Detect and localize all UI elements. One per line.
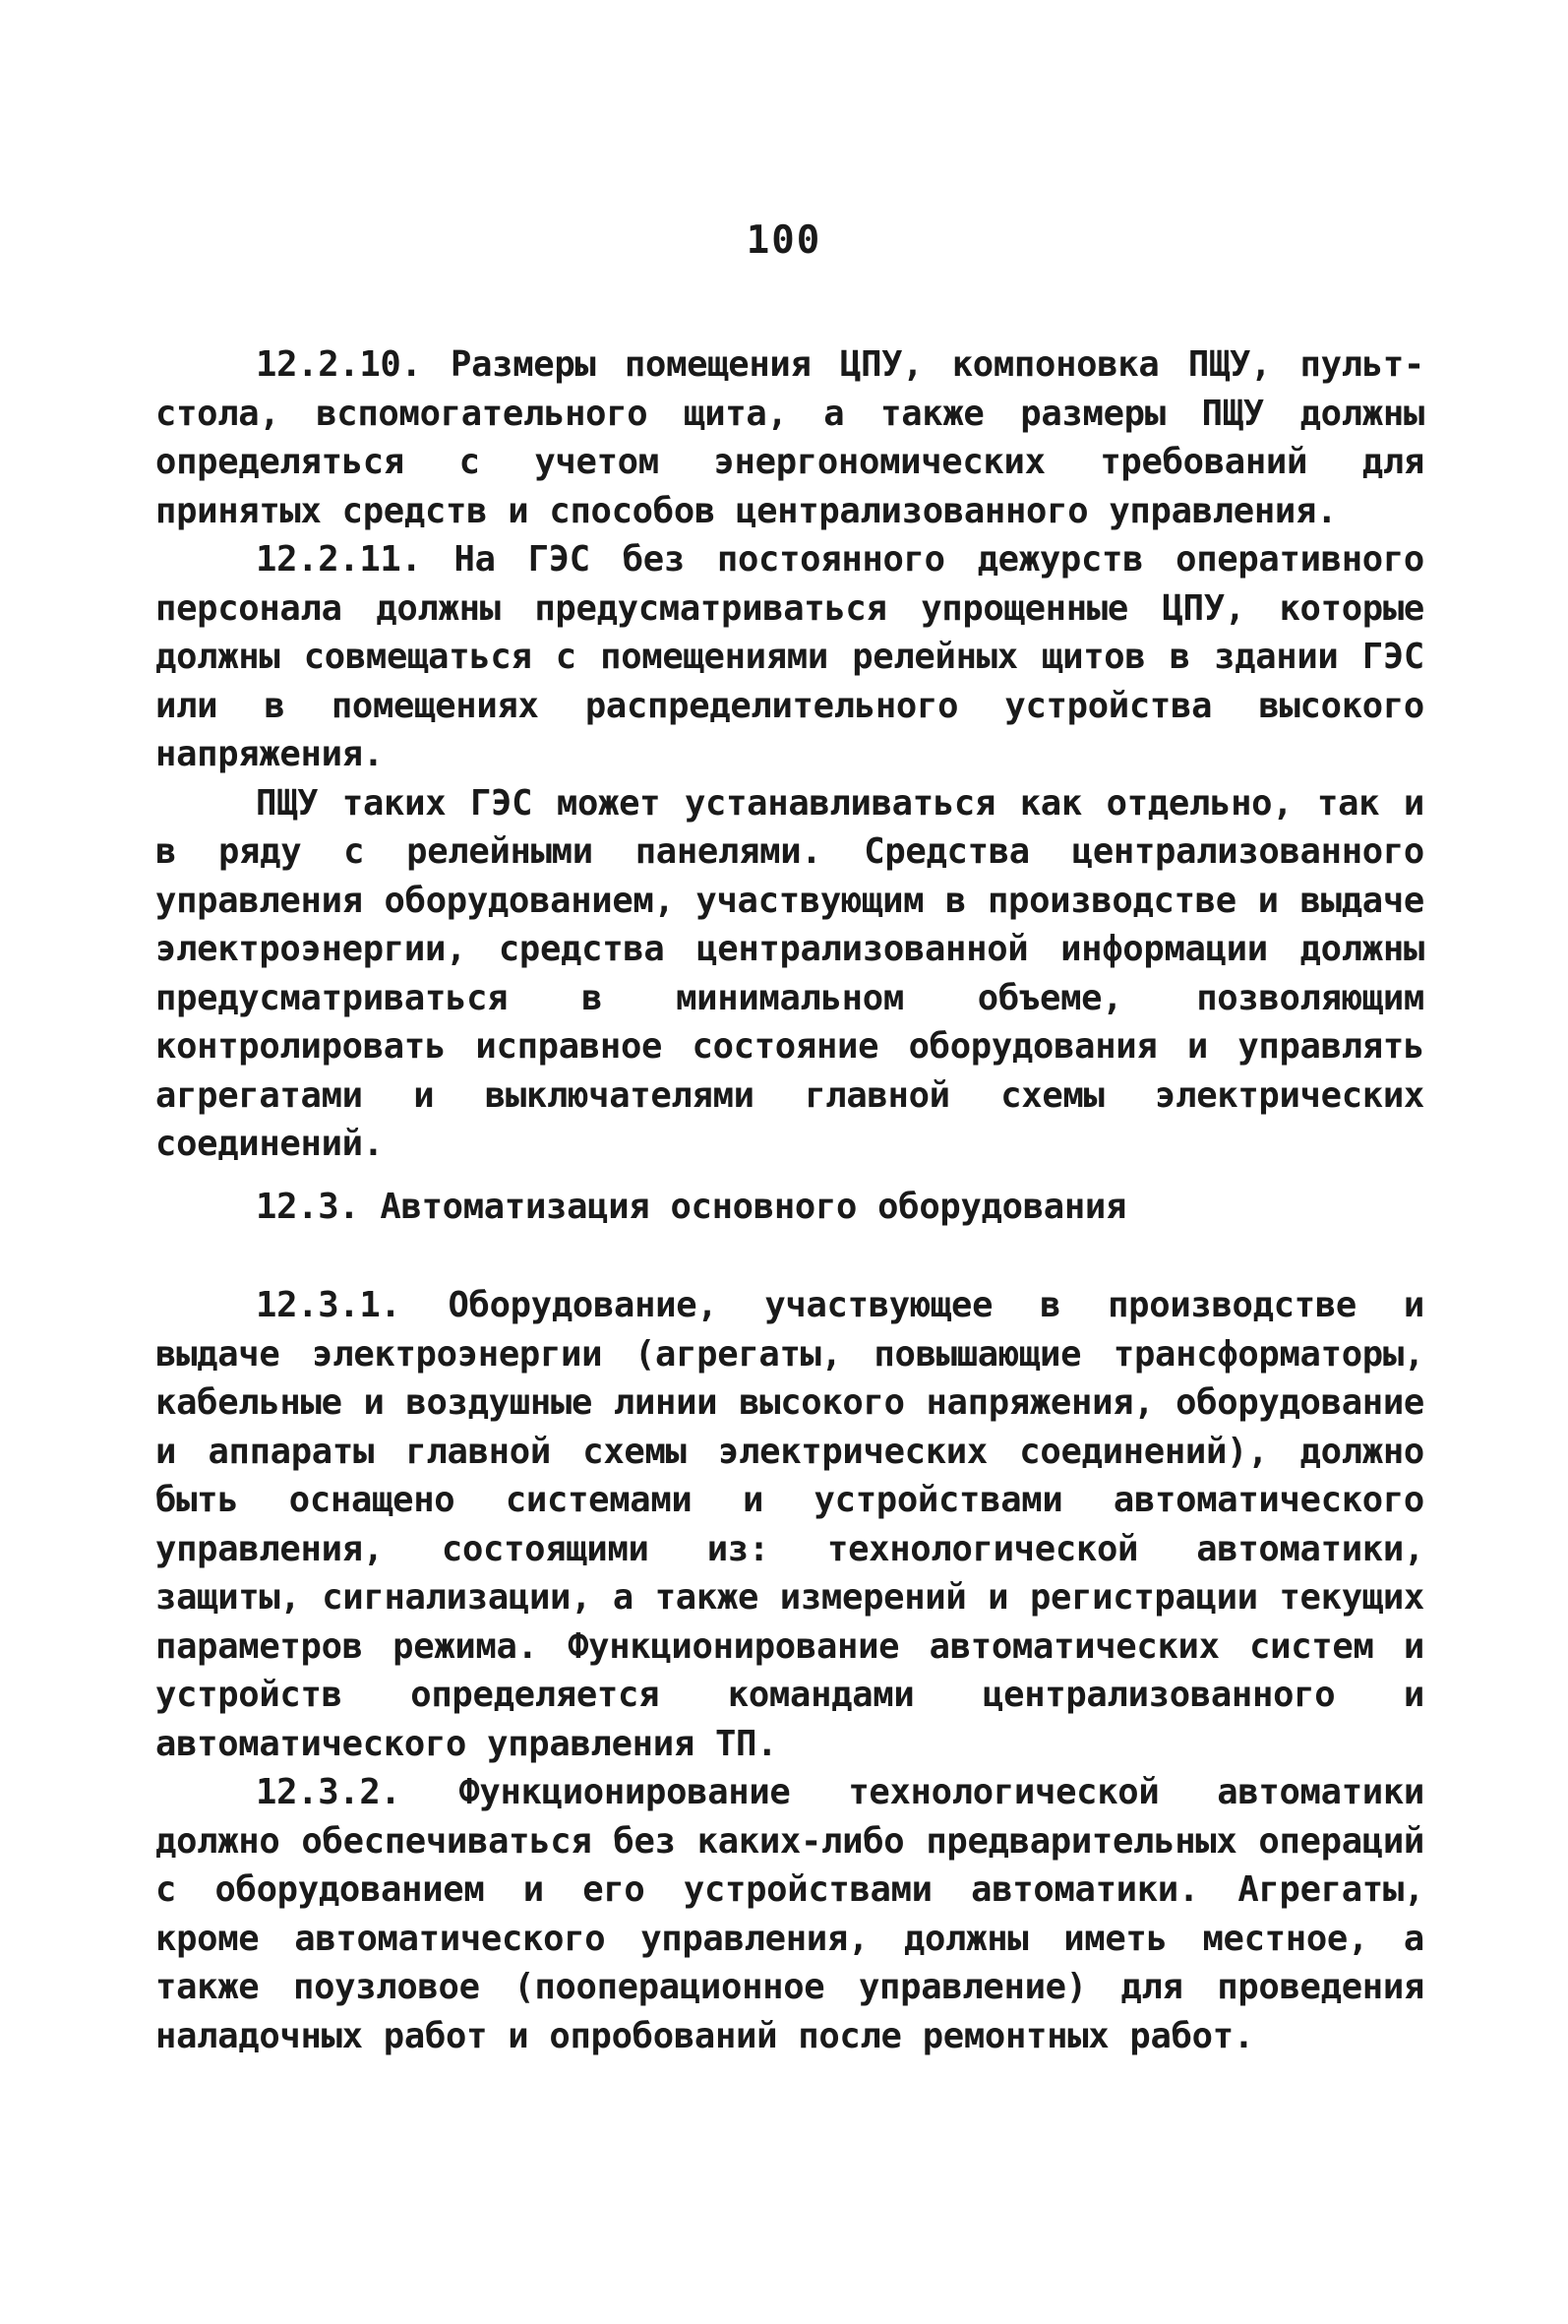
paragraph-12-3-1: 12.3.1. Оборудование, участвующее в производстве и выдаче электроэнергии (агрегаты, повышающие трансформаторы, кабельные и воздушные линии высокого напряжения, оборудование и аппараты главной схемы электрических соединений), должно быть оснащено системами и устройствами автоматического управления, состоящими из: технологической автоматики, защиты, сигнализации, а также измерений и регистрации текущих параметров режима. Функционирование автоматических систем и устройств определяется командами централизованного и автоматического управления ТП. — [155, 1285, 1424, 1764]
paragraph-pshu-placement: ПЩУ таких ГЭС может устанавливаться как отдельно, так и в ряду с релейными панелями. Средства централизованного управления оборудованием, участвующим в производстве и выдаче электроэнергии, средства централизованной информации должны предусматриваться в минимальном объеме, позволяющим контролировать исправное состояние оборудования и управлять агрегатами и выключателями главной схемы электрических соединений. — [155, 782, 1424, 1164]
paragraph-12-3-2: 12.3.2. Функционирование технологической автоматики должно обеспечиваться без каких-либо предварительных операций с оборудованием и его устройствами автоматики. Агрегаты, кроме автоматического управления, должны иметь местное, а также поузловое (пооперационное управление) для проведения наладочных работ и опробований после ремонтных работ. — [155, 1772, 1424, 2056]
section-12-3-heading-block — [155, 1183, 1424, 1232]
page-number: 100 — [746, 218, 822, 263]
paragraph-12-2-10: 12.2.10. Размеры помещения ЦПУ, компоновка ПЩУ, пульт-стола, вспомогательного щита, а также размеры ПЩУ должны определяться с учетом энергономических требований для принятых средств и способов централизованного управления. — [155, 344, 1424, 531]
section-heading: 12.3. Автоматизация основного оборудования — [256, 1187, 1127, 1227]
section-12-2-text — [155, 340, 1424, 1169]
section-12-3-text — [155, 1281, 1424, 2060]
paragraph-12-2-11: 12.2.11. На ГЭС без постоянного дежурств оперативного персонала должны предусматриваться упрощенные ЦПУ, которые должны совмещаться с помещениями релейных щитов в здании ГЭС или в помещениях распределительного устройства высокого напряжения. — [155, 539, 1424, 774]
